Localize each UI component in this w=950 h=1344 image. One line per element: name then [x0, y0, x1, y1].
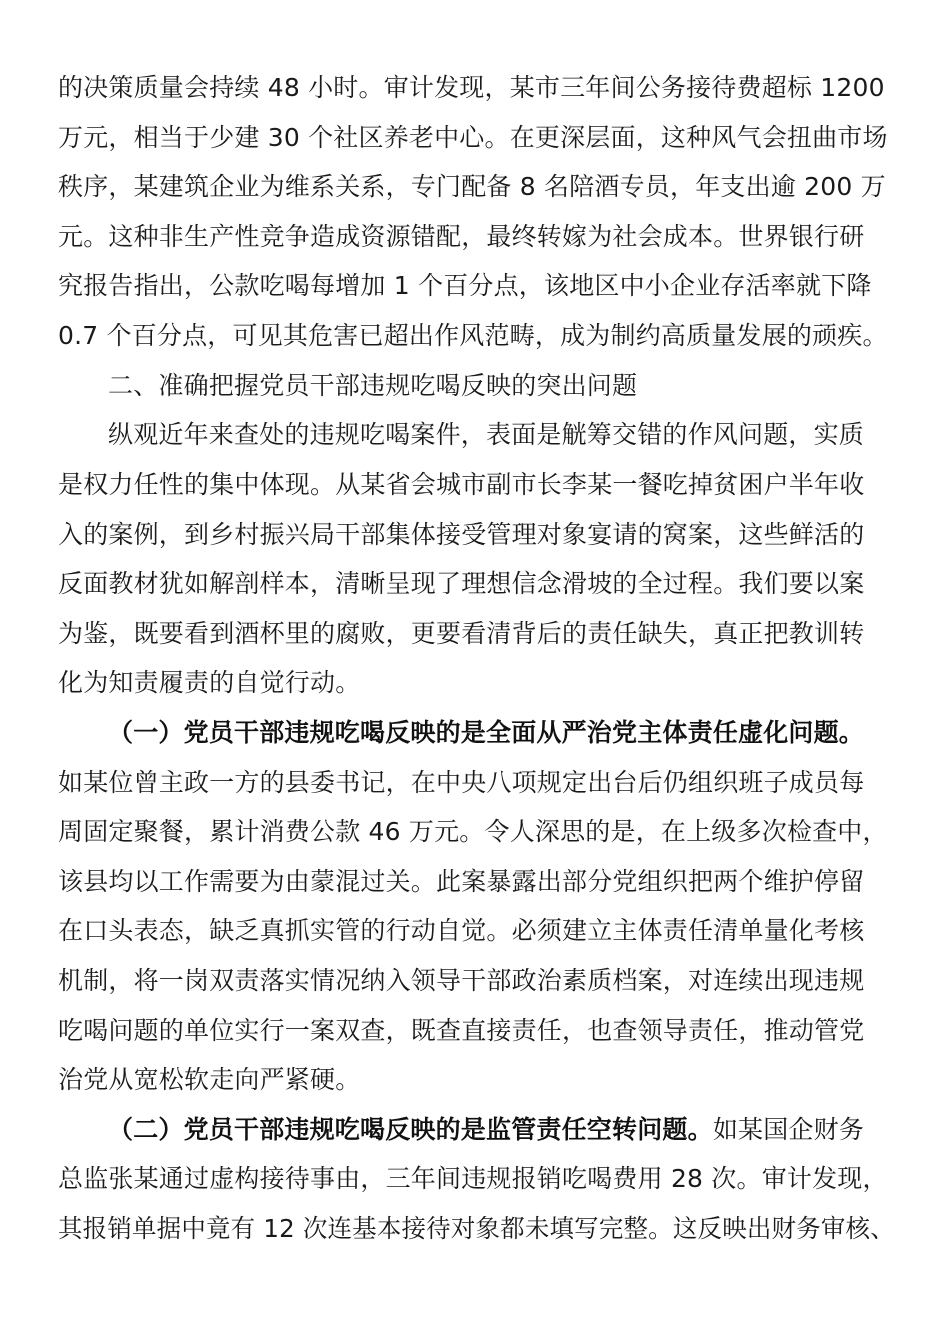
text-line: [58, 118, 895, 158]
text-run: 总监张某通过虚构接待事由，三年间违规报销吃喝费用 28 次。审计发现，: [58, 1164, 888, 1193]
text-run: 入的案例，到乡村振兴局干部集体接受管理对象宴请的窝案，这些鲜活的: [58, 520, 865, 549]
text-line: [58, 217, 895, 257]
text-line: [58, 1159, 895, 1199]
text-line: [58, 1011, 895, 1051]
text-run: 0.7 个百分点，可见其危害已超出作风范畴，成为制约高质量发展的顽疾。: [58, 321, 888, 350]
section-heading: [108, 366, 895, 406]
bold-run: （一）党员干部违规吃喝反映的是全面从严治党主体责任虚化问题。: [108, 718, 865, 747]
text-line: [58, 167, 895, 207]
text-line: [58, 1209, 895, 1249]
text-run: 是权力任性的集中体现。从某省会城市副市长李某一餐吃掉贫困户半年收: [58, 470, 865, 499]
text-line: [58, 1060, 895, 1100]
text-line: [108, 415, 895, 455]
text-line: [58, 614, 895, 654]
text-run: 二、准确把握党员干部违规吃喝反映的突出问题: [108, 371, 638, 400]
text-line: [58, 961, 895, 1001]
subheading-line: [108, 713, 895, 753]
text-run: 该县均以工作需要为由蒙混过关。此案暴露出部分党组织把两个维护停留: [58, 867, 865, 896]
text-run: 纵观近年来查处的违规吃喝案件，表面是觥筹交错的作风问题，实质: [108, 420, 865, 449]
text-run: 反面教材犹如解剖样本，清晰呈现了理想信念滑坡的全过程。我们要以案: [58, 569, 865, 598]
text-run: 万元，相当于少建 30 个社区养老中心。在更深层面，这种风气会扭曲市场: [58, 123, 888, 152]
text-line: [58, 812, 895, 852]
text-line: [58, 515, 895, 555]
text-run: 机制，将一岗双责落实情况纳入领导干部政治素质档案，对连续出现违规: [58, 966, 865, 995]
text-line: [58, 68, 895, 108]
text-run: 其报销单据中竟有 12 次连基本接待对象都未填写完整。这反映出财务审核、: [58, 1214, 895, 1243]
text-run: 秩序，某建筑企业为维系关系，专门配备 8 名陪酒专员，年支出逾 200 万: [58, 172, 886, 201]
text-line: [58, 663, 895, 703]
text-run: 吃喝问题的单位实行一案双查，既查直接责任，也查领导责任，推动管党: [58, 1016, 865, 1045]
subheading-line: [108, 1110, 895, 1150]
text-run: 在口头表态，缺乏真抓实管的行动自觉。必须建立主体责任清单量化考核: [58, 916, 865, 945]
text-run: 为鉴，既要看到酒杯里的腐败，更要看清背后的责任缺失，真正把教训转: [58, 619, 865, 648]
text-line: [58, 763, 895, 803]
text-run: 如某国企财务: [712, 1115, 865, 1144]
bold-run: （二）党员干部违规吃喝反映的是监管责任空转问题。: [108, 1115, 713, 1144]
text-run: 如某位曾主政一方的县委书记，在中央八项规定出台后仍组织班子成员每: [58, 768, 865, 797]
text-run: 究报告指出，公款吃喝每增加 1 个百分点，该地区中小企业存活率就下降: [58, 271, 872, 300]
text-line: [58, 862, 895, 902]
text-run: 治党从宽松软走向严紧硬。: [58, 1065, 361, 1094]
text-line: [58, 266, 895, 306]
text-run: 周固定聚餐，累计消费公款 46 万元。令人深思的是，在上级多次检查中，: [58, 817, 888, 846]
text-run: 化为知责履责的自觉行动。: [58, 668, 361, 697]
text-run: 的决策质量会持续 48 小时。审计发现，某市三年间公务接待费超标 1200: [58, 73, 885, 102]
text-line: [58, 465, 895, 505]
text-line: [58, 911, 895, 951]
text-line: [58, 564, 895, 604]
text-line: [58, 316, 895, 356]
text-run: 元。这种非生产性竞争造成资源错配，最终转嫁为社会成本。世界银行研: [58, 222, 865, 251]
